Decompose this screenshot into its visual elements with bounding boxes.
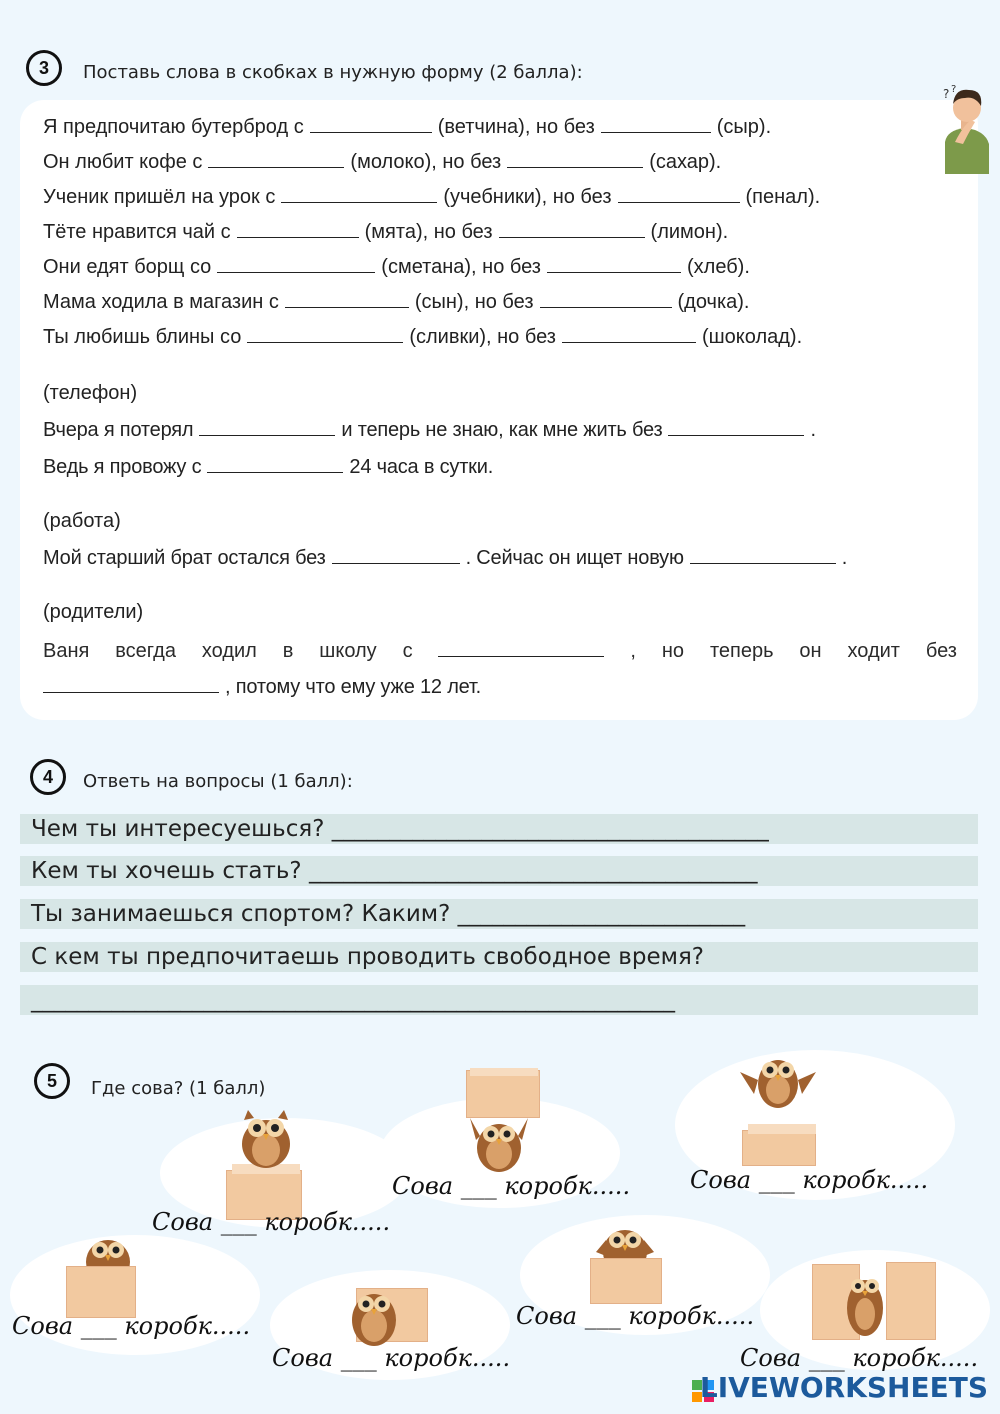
answer-blank[interactable] (601, 116, 711, 133)
phone-hint: (телефон) (43, 382, 138, 404)
box (886, 1262, 936, 1340)
question-3[interactable]: Ты занимаешься спортом? Каким? _________________________ (20, 899, 978, 929)
answer-blank[interactable] (507, 151, 643, 168)
task3-line-2: Он любит кофе с (молоко), но без (сахар). (43, 151, 722, 173)
answer-blank[interactable] (618, 186, 740, 203)
owl-icon (736, 1050, 820, 1120)
svg-text:?: ? (943, 87, 950, 101)
answer-blank[interactable] (499, 221, 645, 238)
owl-icon (234, 1104, 298, 1170)
caption-1: Сова ___ коробк..... (152, 1208, 391, 1236)
task5-number: 5 (34, 1063, 70, 1099)
answer-blank[interactable] (208, 151, 344, 168)
box (66, 1266, 136, 1318)
question-4-answer[interactable]: ________________________________________________________ (20, 985, 978, 1015)
task3-line-4: Тёте нравится чай с (мята), но без (лимон). (43, 221, 729, 243)
box (590, 1258, 662, 1304)
task3-line-5: Они едят борщ со (сметана), но без (хлеб). (43, 256, 750, 278)
owl-icon (592, 1222, 658, 1262)
task3-line-6: Мама ходила в магазин с (сын), но без (дочка). (43, 291, 750, 313)
answer-blank[interactable] (281, 186, 437, 203)
task3-title: Поставь слова в скобках в нужную форму (2 балла): (83, 62, 583, 83)
answer-blank[interactable] (540, 291, 672, 308)
answer-blank[interactable] (668, 419, 804, 436)
box (742, 1130, 816, 1166)
answer-blank[interactable] (217, 256, 375, 273)
caption-4: Сова ___ коробк..... (12, 1312, 251, 1340)
question-4: С кем ты предпочитаешь проводить свободное время? (20, 942, 978, 972)
answer-blank[interactable] (285, 291, 409, 308)
work-line: Мой старший брат остался без . Сейчас он ищет новую . (43, 547, 848, 569)
answer-blank[interactable] (207, 456, 343, 473)
owl-icon (840, 1266, 890, 1338)
answer-blank[interactable] (562, 326, 696, 343)
box (466, 1070, 540, 1118)
answer-blank[interactable] (247, 326, 403, 343)
caption-2: Сова ___ коробк..... (392, 1172, 631, 1200)
parents-hint: (родители) (43, 601, 144, 623)
thinking-man-icon (935, 82, 995, 174)
caption-3: Сова ___ коробк..... (690, 1166, 929, 1194)
answer-blank[interactable] (438, 640, 604, 657)
question-1[interactable]: Чем ты интересуешься? ______________________________________ (20, 814, 978, 844)
caption-7: Сова ___ коробк..... (740, 1344, 979, 1372)
task3-line-3: Ученик пришёл на урок с (учебники), но без (пенал). (43, 186, 821, 208)
owl-icon (466, 1114, 532, 1174)
svg-text:?: ? (951, 84, 957, 95)
task4-number: 4 (30, 759, 66, 795)
work-hint: (работа) (43, 510, 121, 532)
answer-blank[interactable] (310, 116, 432, 133)
answer-blank[interactable] (199, 419, 335, 436)
task3-line-7: Ты любишь блины со (сливки), но без (шоколад). (43, 326, 803, 348)
answer-blank[interactable] (237, 221, 359, 238)
caption-5: Сова ___ коробк..... (272, 1344, 511, 1372)
footer-brand[interactable]: LIVEWORKSHEETS (699, 1371, 988, 1404)
answer-blank[interactable] (547, 256, 681, 273)
phone-line-1: Вчера я потерял и теперь не знаю, как мне жить без . (43, 419, 816, 441)
task3-number: 3 (26, 50, 62, 86)
phone-line-2: Ведь я провожу с 24 часа в сутки. (43, 456, 494, 478)
parents-line-1: Ваня всегда ходил в школу с , но теперь он ходит без (43, 640, 957, 662)
task3-line-1: Я предпочитаю бутерброд с (ветчина), но без (сыр). (43, 116, 772, 138)
caption-6: Сова ___ коробк..... (516, 1302, 755, 1330)
answer-blank[interactable] (332, 547, 460, 564)
answer-blank[interactable] (43, 676, 219, 693)
owl-icon (344, 1282, 406, 1348)
task5-title: Где сова? (1 балл) (91, 1078, 266, 1099)
answer-blank[interactable] (690, 547, 836, 564)
parents-line-2: , потому что ему уже 12 лет. (43, 676, 481, 699)
box-top (748, 1124, 816, 1134)
task4-title: Ответь на вопросы (1 балл): (83, 771, 353, 792)
box-top (470, 1068, 538, 1076)
question-2[interactable]: Кем ты хочешь стать? _______________________________________ (20, 856, 978, 886)
